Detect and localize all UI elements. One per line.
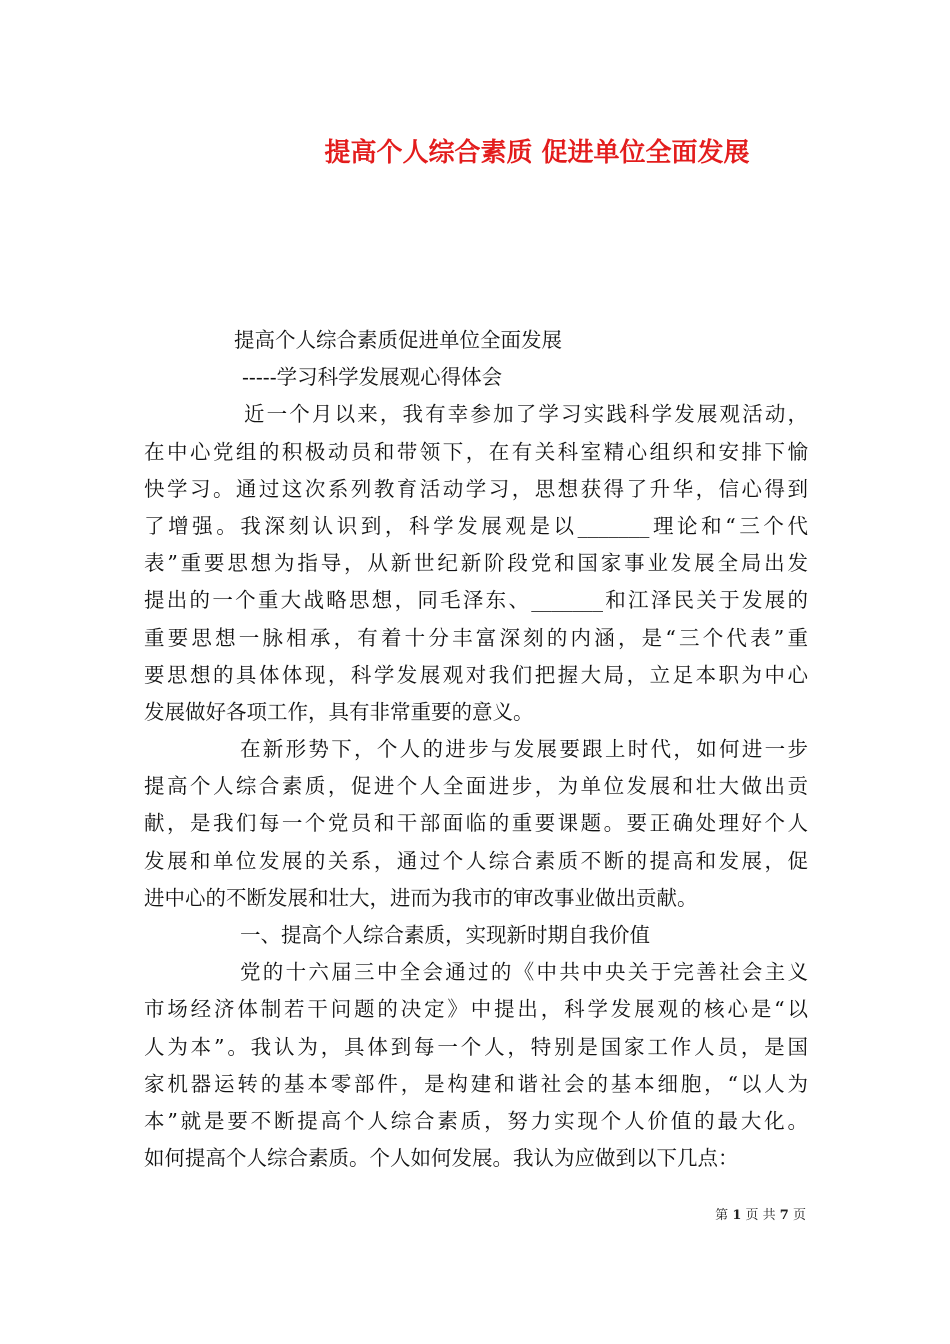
paragraph-line: 近一个月以来，我有幸参加了学习实践科学发展观活动， bbox=[244, 402, 808, 427]
paragraph-line: 献，是我们每一个党员和干部面临的重要课题。要正确处理好个人 bbox=[144, 811, 808, 836]
paragraph-line: 如何提高个人综合素质。个人如何发展。我认为应做到以下几点： bbox=[144, 1146, 739, 1171]
paragraph-line: 了增强。我深刻认识到，科学发展观是以_______理论和“三个代 bbox=[144, 513, 808, 538]
paragraph-line: 在中心党组的积极动员和带领下，在有关科室精心组织和安排下愉 bbox=[144, 439, 808, 464]
paragraph-line: 发展和单位发展的关系，通过个人综合素质不断的提高和发展，促 bbox=[144, 848, 808, 873]
document-heading: 提高个人综合素质促进单位全面发展 bbox=[234, 328, 562, 352]
footer-current-page: 1 bbox=[732, 1208, 742, 1223]
paragraph-line: 在新形势下，个人的进步与发展要跟上时代，如何进一步 bbox=[240, 737, 808, 762]
footer-prefix: 第 bbox=[715, 1208, 729, 1223]
paragraph-line: 市场经济体制若干问题的决定》中提出，科学发展观的核心是“以 bbox=[144, 997, 808, 1022]
document-subheading: -----学习科学发展观心得体会 bbox=[242, 365, 503, 390]
paragraph-line: 人为本”。我认为，具体到每一个人，特别是国家工作人员，是国 bbox=[144, 1034, 808, 1059]
footer-middle: 页 共 bbox=[745, 1208, 776, 1223]
paragraph-line: 表”重要思想为指导，从新世纪新阶段党和国家事业发展全局出发 bbox=[144, 551, 808, 576]
paragraph-line: 要思想的具体体现，科学发展观对我们把握大局，立足本职为中心 bbox=[144, 662, 808, 687]
paragraph-line: 进中心的不断发展和壮大，进而为我市的审改事业做出贡献。 bbox=[144, 885, 698, 910]
paragraph-line: 提出的一个重大战略思想，同毛泽东、_______和江泽民关于发展的 bbox=[144, 588, 808, 613]
document-body bbox=[144, 322, 808, 1177]
section-heading: 一、提高个人综合素质，实现新时期自我价值 bbox=[240, 923, 650, 947]
paragraph-line: 快学习。通过这次系列教育活动学习，思想获得了升华，信心得到 bbox=[144, 476, 808, 501]
paragraph-line: 发展做好各项工作，具有非常重要的意义。 bbox=[144, 699, 534, 724]
paragraph-line: 家机器运转的基本零部件，是构建和谐社会的基本细胞，“以人为 bbox=[144, 1071, 808, 1096]
paragraph-line: 提高个人综合素质，促进个人全面进步，为单位发展和壮大做出贡 bbox=[144, 774, 808, 799]
paragraph-line: 本”就是要不断提高个人综合素质，努力实现个人价值的最大化。 bbox=[144, 1108, 808, 1133]
page-number-footer bbox=[715, 1204, 806, 1223]
paragraph-line: 重要思想一脉相承，有着十分丰富深刻的内涵，是“三个代表”重 bbox=[144, 625, 808, 650]
paragraph-line: 党的十六届三中全会通过的《中共中央关于完善社会主义 bbox=[240, 960, 808, 985]
footer-total-pages: 7 bbox=[779, 1208, 789, 1223]
footer-suffix: 页 bbox=[792, 1208, 806, 1223]
page-title: 提高个人综合素质 促进单位全面发展 bbox=[324, 138, 750, 168]
